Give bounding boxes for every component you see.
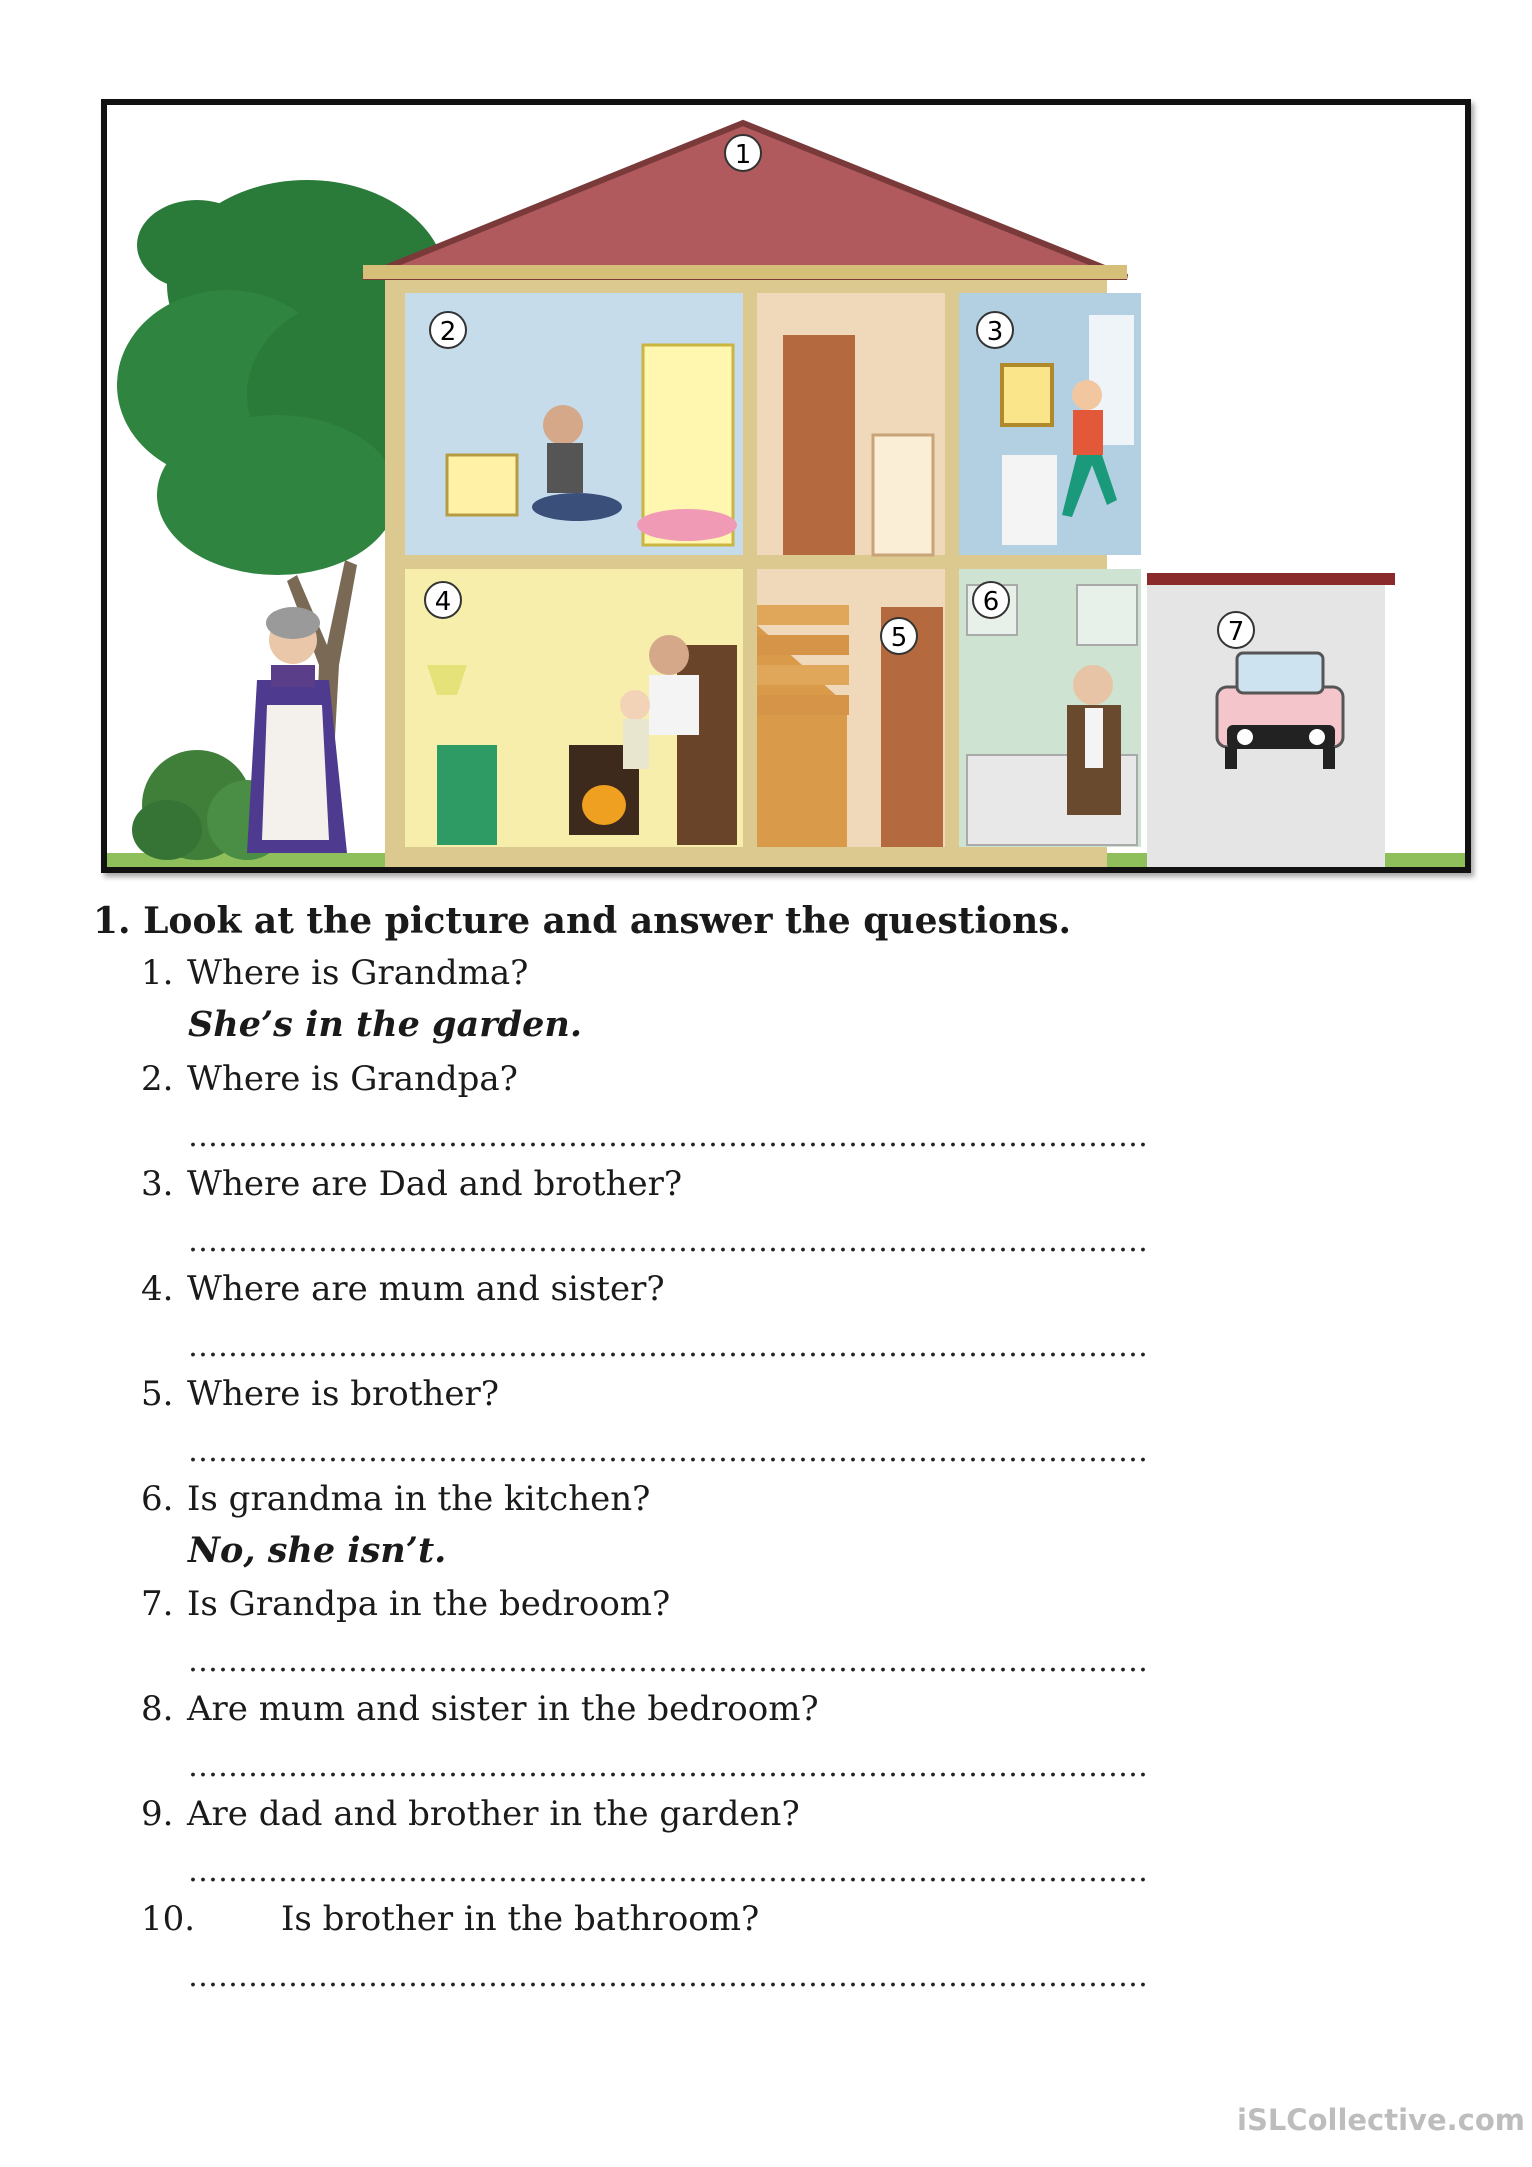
question-number: 10. [141,1899,196,1939]
question-number: 5. [141,1374,174,1414]
svg-text:5: 5 [890,623,908,653]
answer-6: No, she isn’t. [188,1530,447,1571]
question-number: 1. [141,953,174,993]
answer-blank-10[interactable]: …………………………………………………………………………………… [188,1959,1148,1994]
question-text: Where is Grandma? [187,953,529,993]
question-number: 7. [141,1584,174,1624]
question-number: 3. [141,1164,174,1204]
answer-blank-7[interactable]: …………………………………………………………………………………… [188,1644,1148,1679]
answer-blank-8[interactable]: …………………………………………………………………………………… [188,1749,1148,1784]
svg-text:3: 3 [986,317,1004,347]
answer-blank-3[interactable]: …………………………………………………………………………………… [188,1224,1148,1259]
question-number: 8. [141,1689,174,1729]
question-text: Where is Grandpa? [187,1059,518,1099]
exercise-heading: 1. Look at the picture and answer the questions. [93,900,1072,942]
answer-blank-9[interactable]: …………………………………………………………………………………… [188,1854,1148,1889]
question-number: 6. [141,1479,174,1519]
answer-1: She’s in the garden. [188,1004,583,1045]
svg-text:2: 2 [439,317,457,347]
question-text: Where is brother? [187,1374,499,1414]
svg-text:1: 1 [734,140,752,170]
question-number: 9. [141,1794,174,1834]
svg-text:7: 7 [1227,617,1245,647]
question-number: 4. [141,1269,174,1309]
svg-text:6: 6 [982,587,1000,617]
question-text: Where are mum and sister? [187,1269,665,1309]
question-text: Are mum and sister in the bedroom? [187,1689,819,1729]
svg-text:4: 4 [434,587,452,617]
question-text: Is grandma in the kitchen? [187,1479,651,1519]
question-text: Is brother in the bathroom? [281,1899,760,1939]
question-number: 2. [141,1059,174,1099]
answer-blank-2[interactable]: …………………………………………………………………………………… [188,1119,1148,1154]
answer-blank-4[interactable]: …………………………………………………………………………………… [188,1329,1148,1364]
question-text: Is Grandpa in the bedroom? [187,1584,671,1624]
question-text: Where are Dad and brother? [187,1164,683,1204]
answer-blank-5[interactable]: …………………………………………………………………………………… [188,1434,1148,1469]
islcollective-watermark: iSLCollective.com [1237,2103,1525,2137]
question-text: Are dad and brother in the garden? [187,1794,800,1834]
